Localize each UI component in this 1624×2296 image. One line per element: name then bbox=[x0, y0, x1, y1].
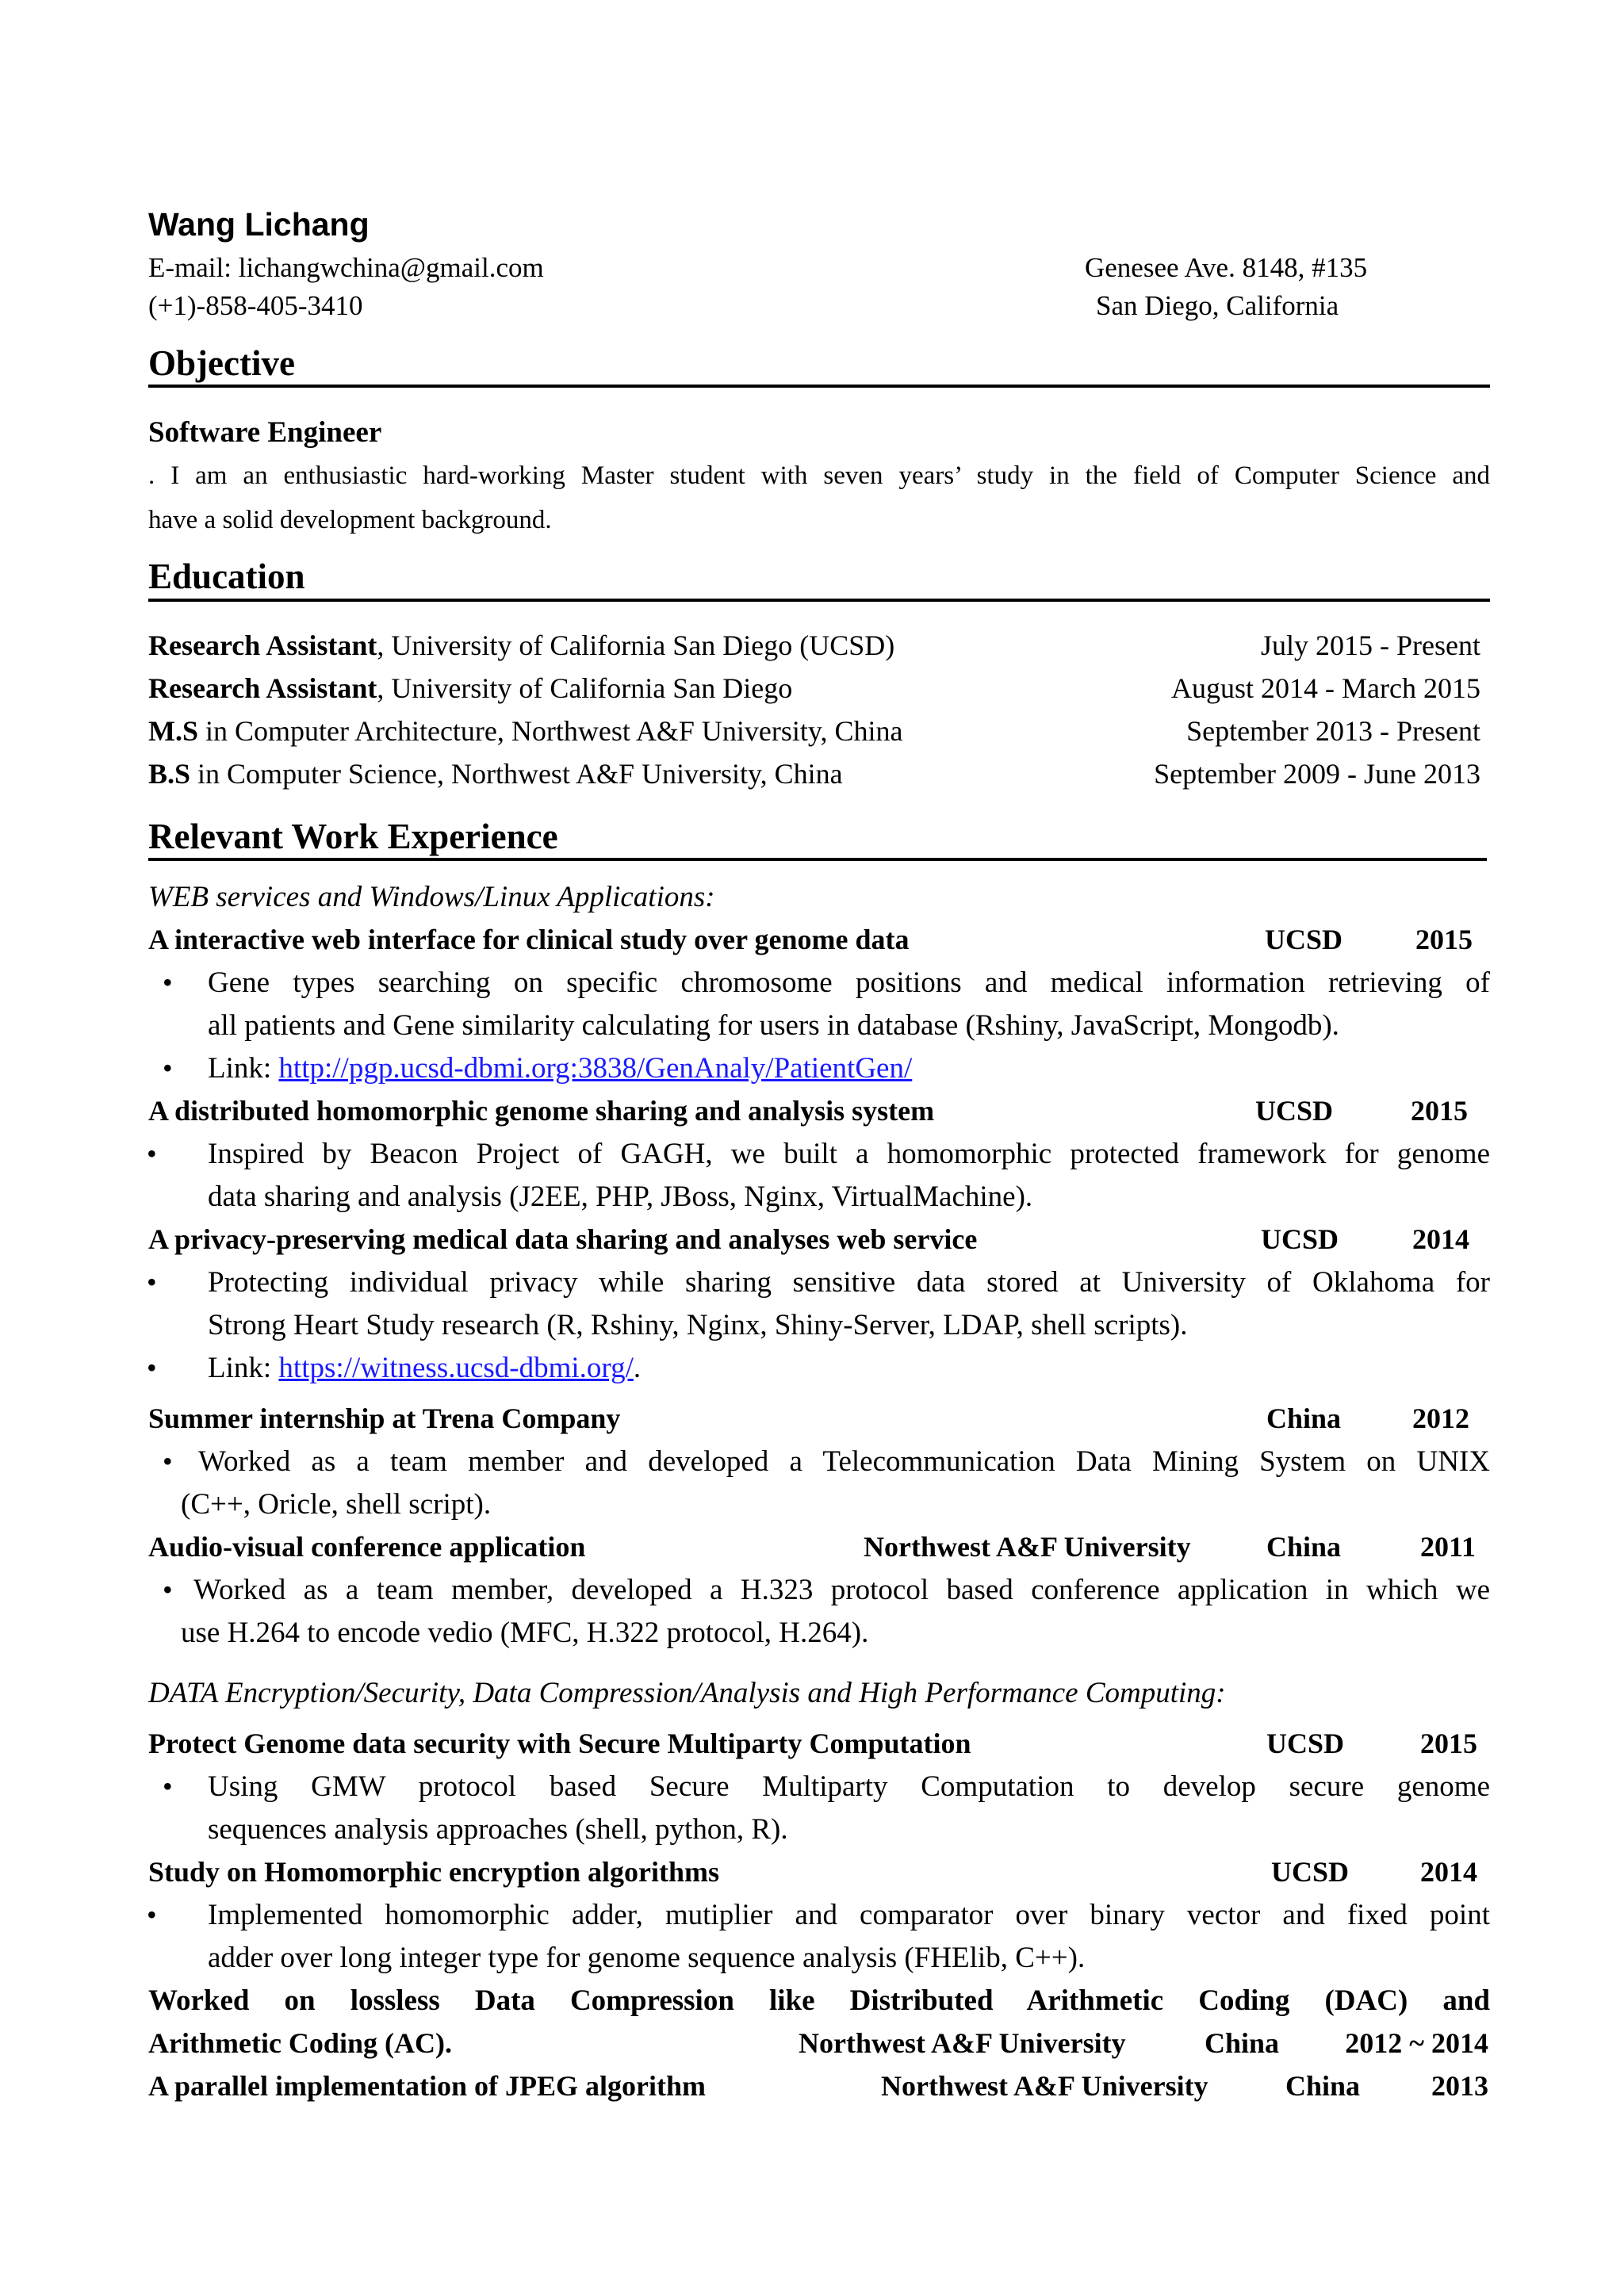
bullet-icon: • bbox=[163, 1445, 173, 1477]
bullet-link-line: Link: http://pgp.ucsd-dbmi.org:3838/GenAnaly/PatientGen/ bbox=[208, 1052, 913, 1085]
category-web: WEB services and Windows/Linux Applications: bbox=[148, 881, 715, 913]
bullet-text: data sharing and analysis (J2EE, PHP, JBoss, Nginx, VirtualMachine). bbox=[208, 1181, 1033, 1213]
objective-text-1: . I am an enthusiastic hard-working Master student with seven years’ study in the field of Computer Science and bbox=[148, 461, 1490, 490]
bullet-text: (C++, Oricle, shell script). bbox=[181, 1488, 492, 1521]
resume-name: Wang Lichang bbox=[148, 206, 370, 243]
project-title: A distributed homomorphic genome sharing and analysis system UCSD 2015 bbox=[148, 1095, 1468, 1127]
objective-heading: Objective bbox=[148, 343, 295, 383]
phone-text: (+1)-858-405-3410 bbox=[148, 290, 363, 321]
bullet-icon: • bbox=[163, 1770, 173, 1802]
category-data: DATA Encryption/Security, Data Compression/Analysis and High Performance Computing: bbox=[148, 1677, 1226, 1709]
bullet-icon: • bbox=[163, 1052, 173, 1084]
address-line2: San Diego, California bbox=[1096, 290, 1339, 321]
bullet-text: Strong Heart Study research (R, Rshiny, Nginx, Shiny-Server, LDAP, shell scripts). bbox=[208, 1309, 1188, 1341]
education-row: Research Assistant, University of California San Diego August 2014 - March 2015 bbox=[148, 672, 1480, 704]
bullet-icon: • bbox=[147, 1899, 157, 1931]
objective-text-2: have a solid development background. bbox=[148, 506, 552, 534]
address-line1: Genesee Ave. 8148, #135 bbox=[1085, 252, 1368, 283]
bullet-text: Protecting individual privacy while sharing sensitive data stored at University of Oklahoma for bbox=[208, 1266, 1490, 1299]
bullet-text: sequences analysis approaches (shell, python, R). bbox=[208, 1813, 788, 1846]
education-row: B.S in Computer Science, Northwest A&F University, China September 2009 - June 2013 bbox=[148, 758, 1480, 790]
bullet-icon: • bbox=[147, 1352, 157, 1383]
project-title: Arithmetic Coding (AC). Northwest A&F University China 2012 ~ 2014 bbox=[148, 2027, 1488, 2059]
education-rule bbox=[148, 599, 1490, 602]
project-link[interactable]: http://pgp.ucsd-dbmi.org:3838/GenAnaly/PatientGen/ bbox=[278, 1052, 913, 1085]
bullet-icon: • bbox=[147, 1138, 157, 1169]
bullet-text: use H.264 to encode vedio (MFC, H.322 protocol, H.264). bbox=[181, 1617, 869, 1649]
bullet-text: Worked as a team member, developed a H.323 protocol based conference application in which we bbox=[193, 1574, 1490, 1606]
project-title: Worked on lossless Data Compression like Distributed Arithmetic Coding (DAC) and bbox=[148, 1984, 1490, 2017]
project-title: A parallel implementation of JPEG algorithm Northwest A&F University China 2013 bbox=[148, 2070, 1488, 2102]
objective-rule bbox=[148, 385, 1490, 388]
bullet-link-line: Link: https://witness.ucsd-dbmi.org/. bbox=[208, 1352, 642, 1384]
objective-role: Software Engineer bbox=[148, 416, 382, 449]
bullet-text: Worked as a team member and developed a Telecommunication Data Mining System on UNIX bbox=[198, 1445, 1490, 1478]
bullet-text: Using GMW protocol based Secure Multiparty Computation to develop secure genome bbox=[208, 1770, 1490, 1803]
education-row: Research Assistant, University of California San Diego (UCSD) July 2015 - Present bbox=[148, 629, 1480, 661]
bullet-text: all patients and Gene similarity calculating for users in database (Rshiny, JavaScript, Mongodb). bbox=[208, 1009, 1339, 1042]
bullet-text: Implemented homomorphic adder, mutiplier and comparator over binary vector and fixed point bbox=[208, 1899, 1490, 1931]
bullet-text: adder over long integer type for genome sequence analysis (FHElib, C++). bbox=[208, 1942, 1086, 1974]
project-title: Protect Genome data security with Secure Multiparty Computation UCSD 2015 bbox=[148, 1728, 1477, 1759]
bullet-icon: • bbox=[147, 1266, 157, 1298]
email-text: E-mail: lichangwchina@gmail.com bbox=[148, 252, 544, 283]
project-title: Study on Homomorphic encryption algorithms UCSD 2014 bbox=[148, 1856, 1477, 1888]
project-title: A privacy-preserving medical data sharing and analyses web service UCSD 2014 bbox=[148, 1223, 1469, 1255]
education-row: M.S in Computer Architecture, Northwest A&F University, China September 2013 - Present bbox=[148, 715, 1480, 747]
experience-rule bbox=[148, 858, 1487, 861]
project-title: Audio-visual conference application Northwest A&F University China 2011 bbox=[148, 1531, 1477, 1563]
bullet-text: Inspired by Beacon Project of GAGH, we built a homomorphic protected framework for genome bbox=[208, 1138, 1490, 1170]
bullet-icon: • bbox=[163, 966, 173, 998]
project-title: A interactive web interface for clinical study over genome data UCSD 2015 bbox=[148, 924, 1473, 955]
bullet-text: Gene types searching on specific chromosome positions and medical information retrieving of bbox=[208, 966, 1490, 999]
bullet-icon: • bbox=[163, 1574, 173, 1605]
education-heading: Education bbox=[148, 557, 305, 596]
project-link[interactable]: https://witness.ucsd-dbmi.org/ bbox=[278, 1352, 634, 1384]
project-title: Summer internship at Trena Company China 2012 bbox=[148, 1402, 1469, 1434]
experience-heading: Relevant Work Experience bbox=[148, 817, 558, 856]
